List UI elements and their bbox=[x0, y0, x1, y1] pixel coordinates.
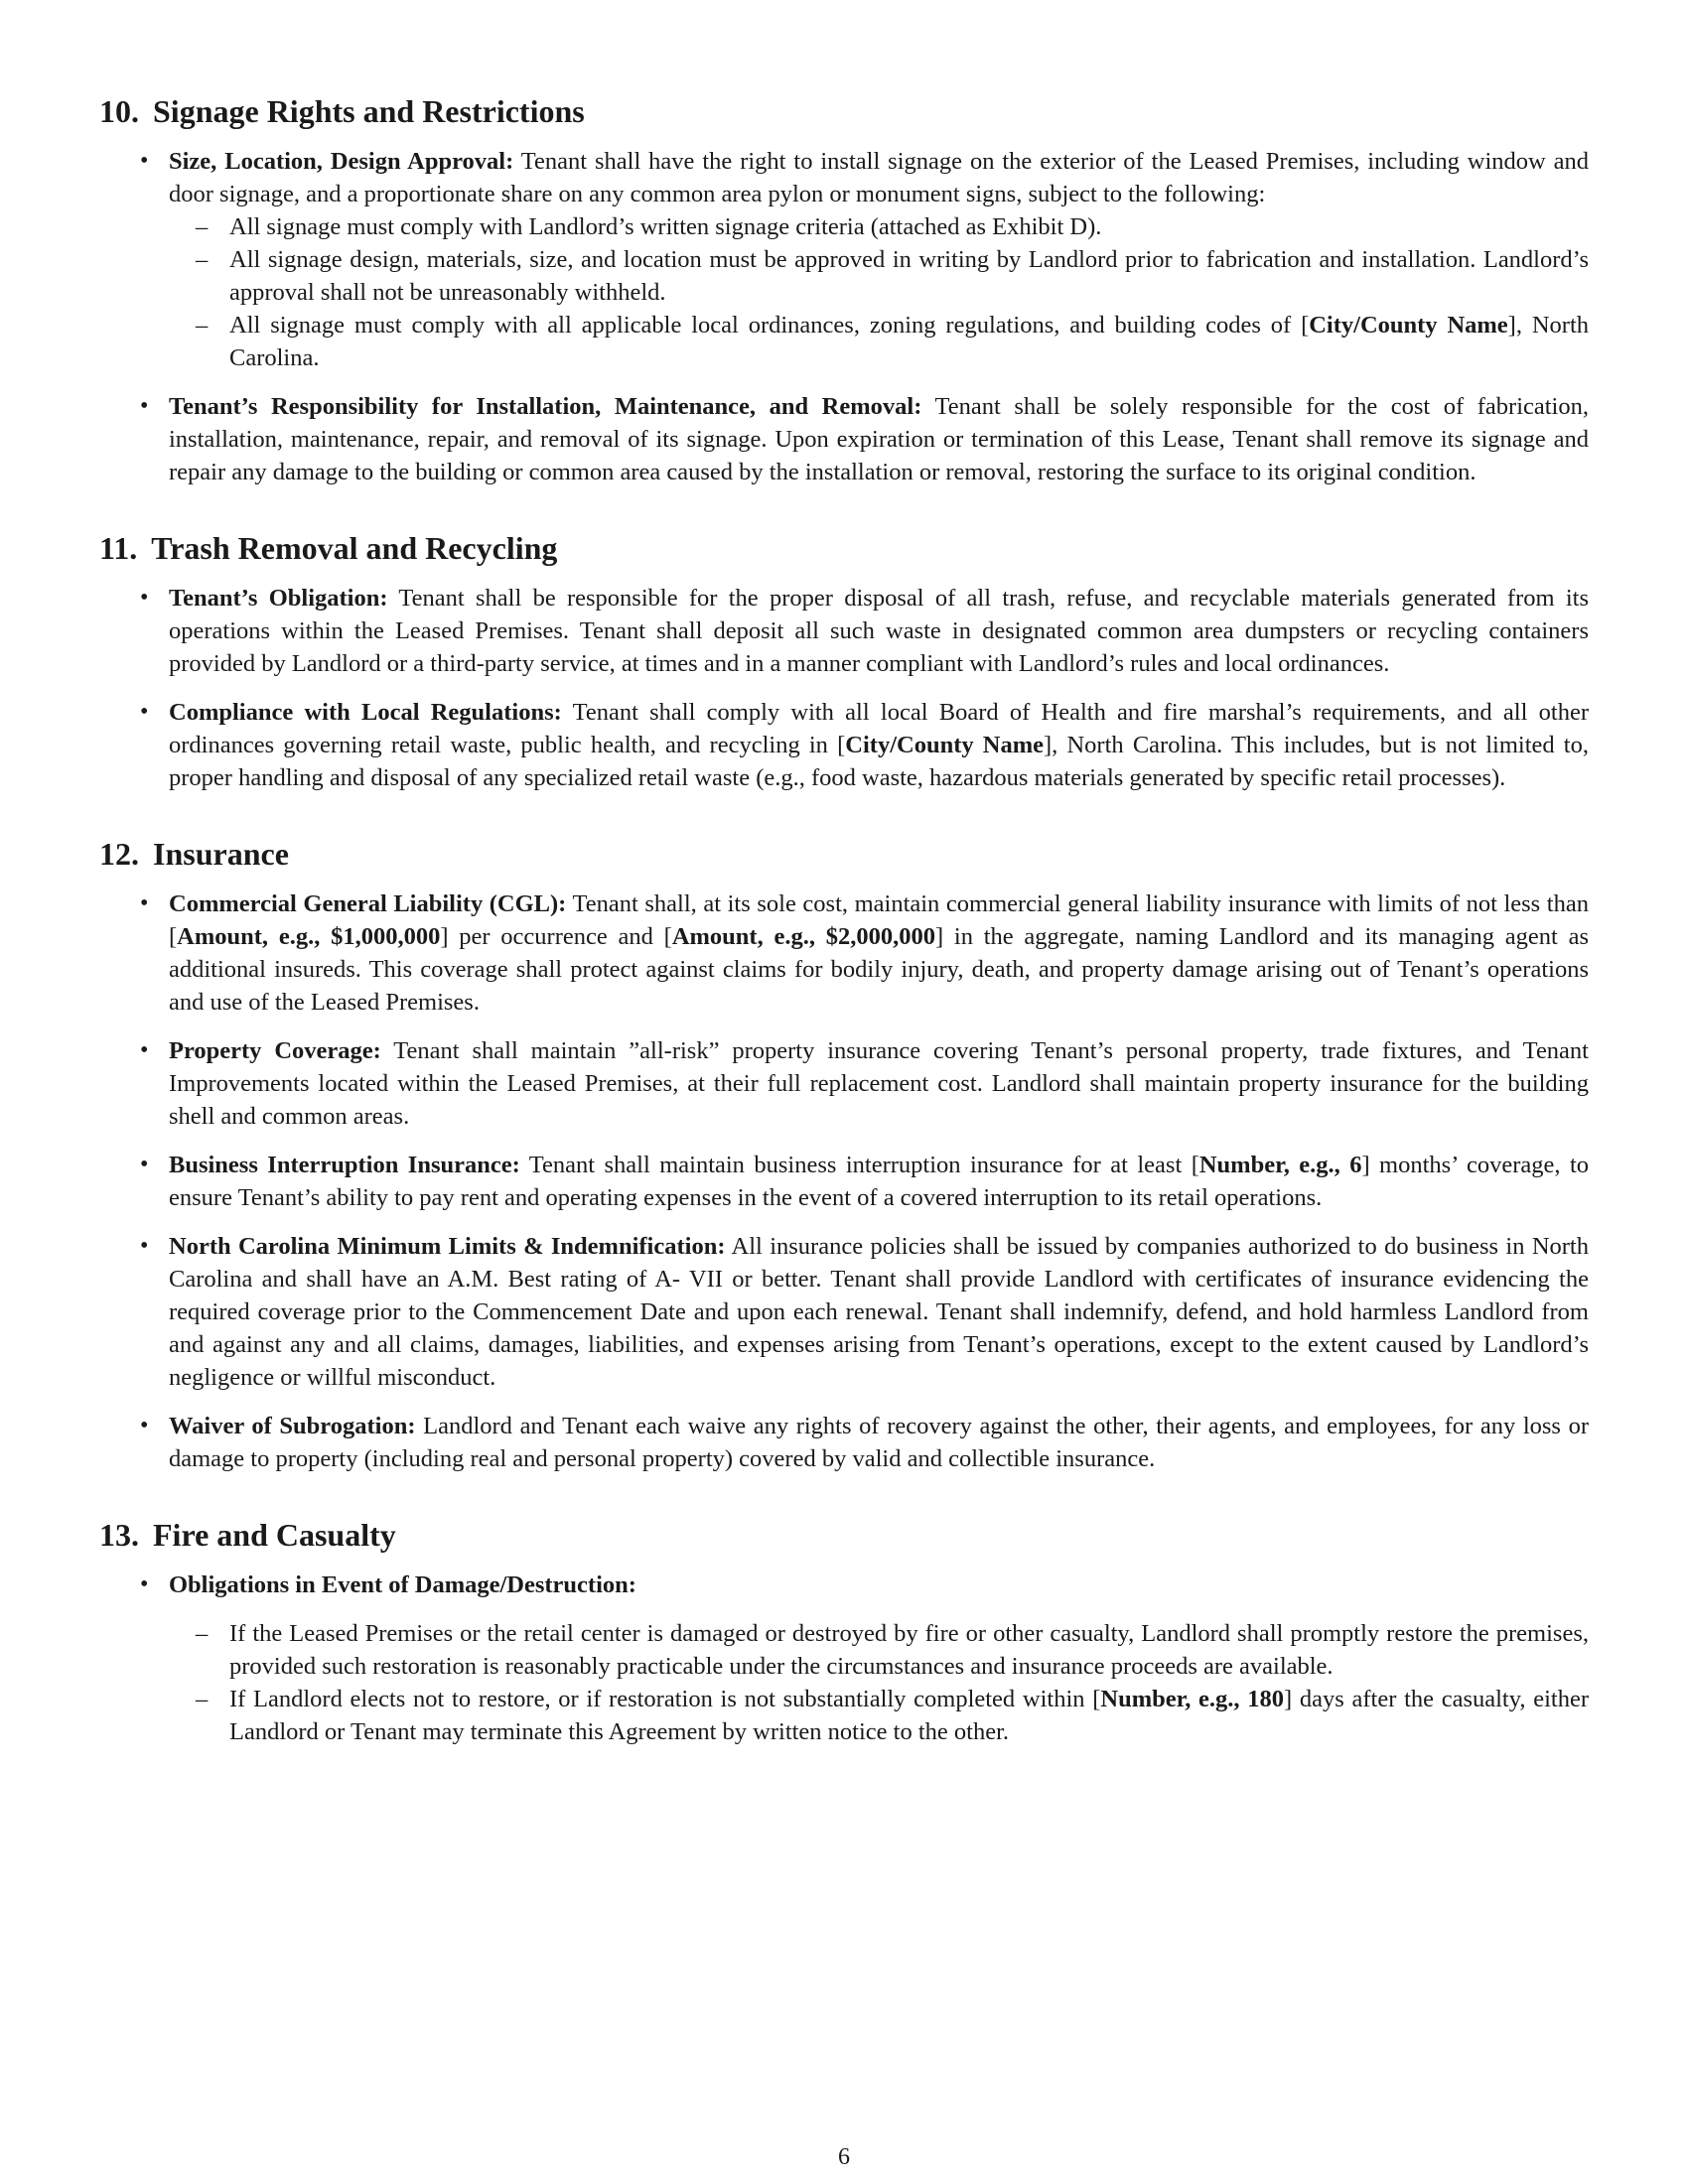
item-text: ] in the aggregate, naming Landlord and its managing agent as additional insureds. This coverage shall protect against claims for bodily injury, death, and property damage arising out of Tenant’s operations and use of the Leased Premises. bbox=[169, 923, 1589, 1016]
bullet-icon: • bbox=[140, 585, 149, 611]
placeholder-field: Amount, e.g., $2,000,000 bbox=[671, 923, 935, 950]
sub-item-text: All signage must comply with Landlord’s written signage criteria (attached as Exhibit D). bbox=[229, 213, 1102, 240]
list-item bbox=[99, 145, 1589, 374]
item-text: Tenant shall, at its sole cost, maintain commercial general liability insurance with limits of not less than [ bbox=[169, 890, 1589, 950]
item-heading: Tenant’s Obligation: bbox=[169, 585, 388, 612]
list-item bbox=[99, 887, 1589, 1019]
list-item bbox=[99, 696, 1589, 794]
item-heading: North Carolina Minimum Limits & Indemnification: bbox=[169, 1233, 726, 1260]
sub-item-text: If the Leased Premises or the retail center is damaged or destroyed by fire or other casualty, Landlord shall promptly restore the premises, provided such restoration is reasonably practicable under the circumstances and insurance proceeds are available. bbox=[229, 1620, 1589, 1680]
bullet-icon: • bbox=[140, 1413, 149, 1438]
section-heading bbox=[99, 91, 1589, 131]
section-number: 11. bbox=[99, 530, 138, 566]
item-text: ] months’ coverage, to ensure Tenant’s ability to pay rent and operating expenses in the event of a covered interruption to its retail operations. bbox=[169, 1152, 1590, 1211]
bullet-icon: • bbox=[140, 1233, 149, 1259]
list-item bbox=[99, 1034, 1589, 1133]
sub-item bbox=[169, 1683, 1589, 1748]
section-title: Fire and Casualty bbox=[153, 1517, 396, 1553]
sub-item bbox=[169, 1617, 1589, 1683]
sub-list bbox=[169, 210, 1589, 374]
bullet-icon: • bbox=[140, 393, 149, 419]
item-heading: Compliance with Local Regulations: bbox=[169, 699, 562, 726]
list-item bbox=[99, 390, 1589, 488]
placeholder-field: City/County Name bbox=[845, 732, 1045, 758]
item-text: All insurance policies shall be issued by companies authorized to do business in North Carolina and shall have an A.M. Best rating of A- VII or better. Tenant shall provide Landlord with certificates of insurance evidencing the required coverage prior to the Commencement Date and upon each renewal. Tenant shall indemnify, defend, and hold harmless Landlord from and against any and all claims, damages, liabilities, and expenses arising from Tenant’s operations, except to the extent caused by Landlord’s negligence or willful misconduct. bbox=[169, 1233, 1589, 1391]
bullet-list bbox=[99, 1569, 1589, 1748]
item-heading: Business Interruption Insurance: bbox=[169, 1152, 520, 1178]
item-heading: Waiver of Subrogation: bbox=[169, 1413, 416, 1439]
bullet-icon: • bbox=[140, 1571, 149, 1597]
section-10 bbox=[99, 91, 1589, 488]
list-item bbox=[99, 582, 1589, 680]
placeholder-field: Number, e.g., 6 bbox=[1198, 1152, 1362, 1178]
section-number: 12. bbox=[99, 836, 139, 872]
item-text: Tenant shall maintain business interruption insurance for at least [ bbox=[519, 1152, 1199, 1178]
list-item bbox=[99, 1149, 1589, 1214]
sub-item-text: All signage must comply with all applicable local ordinances, zoning regulations, and building codes of [ bbox=[229, 312, 1310, 339]
dash-icon: – bbox=[196, 213, 209, 240]
section-title: Trash Removal and Recycling bbox=[151, 530, 558, 566]
bullet-list bbox=[99, 887, 1589, 1475]
section-number: 10. bbox=[99, 93, 139, 129]
dash-icon: – bbox=[196, 312, 209, 339]
placeholder-field: Number, e.g., 180 bbox=[1100, 1686, 1285, 1712]
sub-item-text: ] days after the casualty, either Landlord or Tenant may terminate this Agreement by written notice to the other. bbox=[229, 1686, 1589, 1745]
section-13 bbox=[99, 1515, 1589, 1748]
document-page bbox=[99, 91, 1589, 1788]
bullet-icon: • bbox=[140, 148, 149, 174]
item-text: Tenant shall comply with all local Board of Health and fire marshal’s requirements, and all other ordinances governing retail waste, public health, and recycling in [ bbox=[169, 699, 1589, 758]
item-text: Landlord and Tenant each waive any rights of recovery against the other, their agents, and employees, for any loss or damage to property (including real and personal property) covered by valid and collectible insurance. bbox=[169, 1413, 1589, 1472]
bullet-list bbox=[99, 145, 1589, 488]
section-number: 13. bbox=[99, 1517, 139, 1553]
item-text: Tenant shall maintain ”all-risk” property insurance covering Tenant’s personal property, trade fixtures, and Tenant Improvements located within the Leased Premises, at their full replacement cost. Landlord shall maintain property insurance for the building shell and common areas. bbox=[169, 1037, 1589, 1130]
section-11 bbox=[99, 528, 1589, 794]
sub-item-text: ], North Carolina. bbox=[229, 312, 1590, 371]
placeholder-field: City/County Name bbox=[1309, 312, 1508, 339]
sub-list bbox=[169, 1617, 1589, 1748]
item-text: Tenant shall be responsible for the proper disposal of all trash, refuse, and recyclable materials generated from its operations within the Leased Premises. Tenant shall deposit all such waste in designated common area dumpsters or recycling containers provided by Landlord or a third-party service, at times and in a manner compliant with Landlord’s rules and local ordinances. bbox=[169, 585, 1589, 677]
section-title: Insurance bbox=[153, 836, 289, 872]
list-item bbox=[99, 1569, 1589, 1748]
item-heading: Obligations in Event of Damage/Destruction: bbox=[169, 1571, 636, 1598]
bullet-icon: • bbox=[140, 1152, 149, 1177]
sub-item bbox=[169, 243, 1589, 309]
item-heading: Tenant’s Responsibility for Installation, Maintenance, and Removal: bbox=[169, 393, 922, 420]
sub-item-text: All signage design, materials, size, and location must be approved in writing by Landlord prior to fabrication and installation. Landlord’s approval shall not be unreasonably withheld. bbox=[229, 246, 1589, 306]
bullet-list bbox=[99, 582, 1589, 794]
section-heading bbox=[99, 528, 1589, 568]
section-title: Signage Rights and Restrictions bbox=[153, 93, 585, 129]
item-heading: Commercial General Liability (CGL): bbox=[169, 890, 567, 917]
page-number: 6 bbox=[838, 2144, 850, 2170]
list-item bbox=[99, 1230, 1589, 1394]
item-heading: Property Coverage: bbox=[169, 1037, 381, 1064]
section-heading bbox=[99, 1515, 1589, 1555]
item-text: ], North Carolina. This includes, but is not limited to, proper handling and disposal of any specialized retail waste (e.g., food waste, hazardous materials generated by specific retail processes). bbox=[169, 732, 1589, 791]
section-12 bbox=[99, 834, 1589, 1475]
dash-icon: – bbox=[196, 1686, 209, 1712]
item-heading: Size, Location, Design Approval: bbox=[169, 148, 514, 175]
list-item bbox=[99, 1410, 1589, 1475]
dash-icon: – bbox=[196, 246, 209, 273]
bullet-icon: • bbox=[140, 699, 149, 725]
item-text: ] per occurrence and [ bbox=[440, 923, 672, 950]
item-text: Tenant shall be solely responsible for the cost of fabrication, installation, maintenance, repair, and removal of its signage. Upon expiration or termination of this Lease, Tenant shall remove its signage and repair any damage to the building or common area caused by the installation or removal, restoring the surface to its original condition. bbox=[169, 393, 1589, 485]
placeholder-field: Amount, e.g., $1,000,000 bbox=[177, 923, 441, 950]
item-text: Tenant shall have the right to install signage on the exterior of the Leased Premises, including window and door signage, and a proportionate share on any common area pylon or monument signs, subject to the following: bbox=[169, 148, 1589, 207]
dash-icon: – bbox=[196, 1620, 209, 1647]
sub-item bbox=[169, 309, 1589, 374]
bullet-icon: • bbox=[140, 890, 149, 916]
sub-item-text: If Landlord elects not to restore, or if restoration is not substantially completed within [ bbox=[229, 1686, 1101, 1712]
bullet-icon: • bbox=[140, 1037, 149, 1063]
sub-item bbox=[169, 210, 1589, 243]
section-heading bbox=[99, 834, 1589, 874]
